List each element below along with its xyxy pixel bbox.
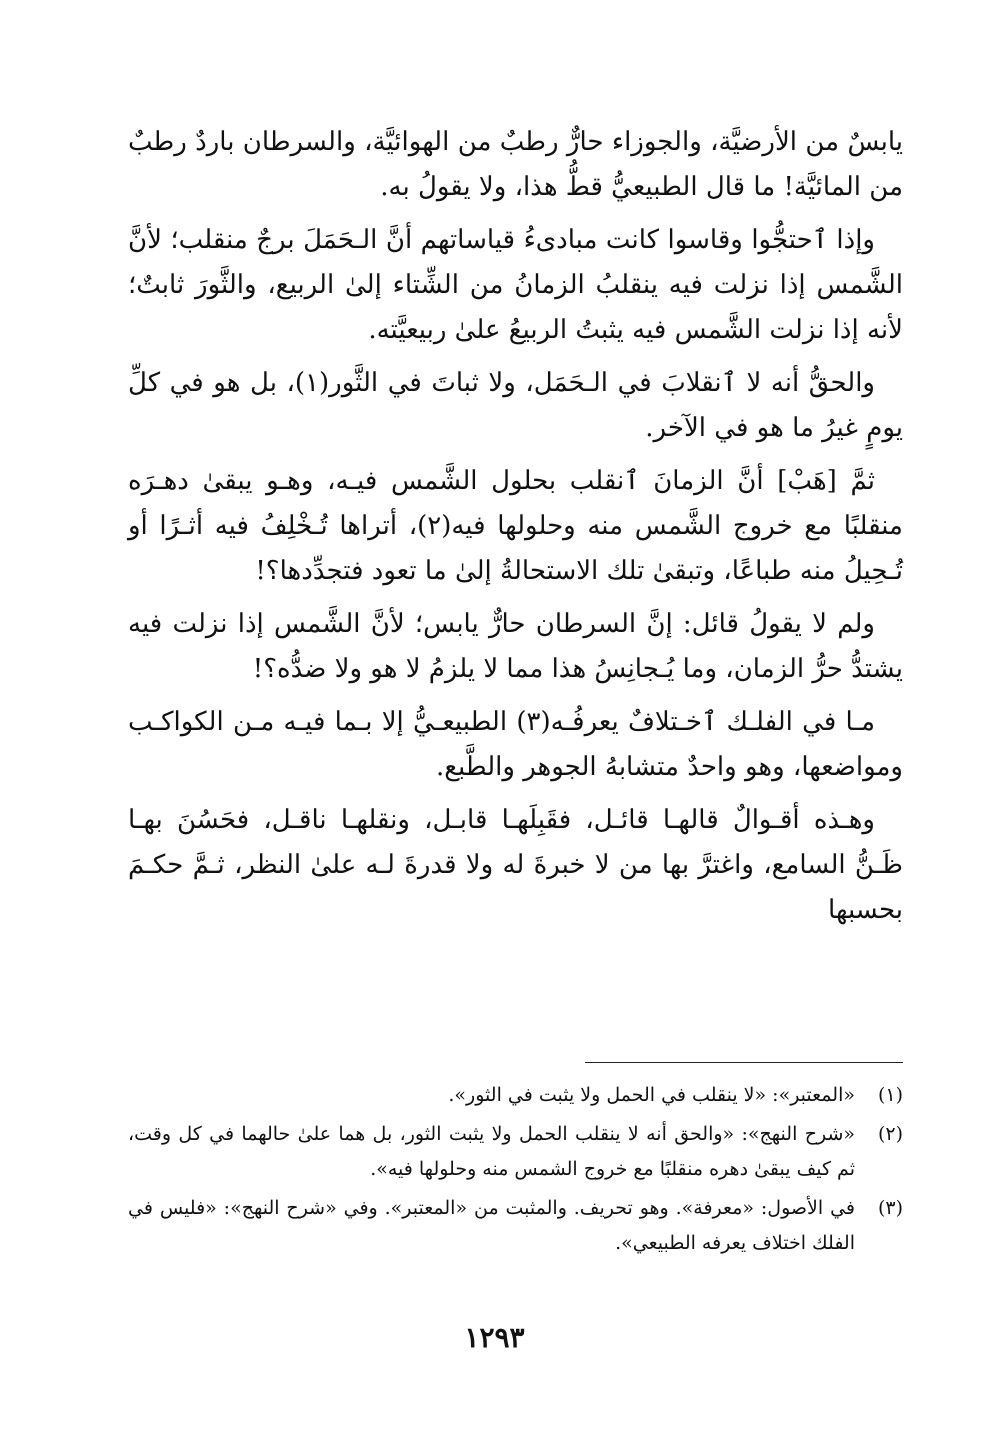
paragraph-5: ولم لا يقولُ قائل: إنَّ السرطان حارٌّ يابس؛ لأنَّ الشَّمس إذا نزلت فيه يشتدُّ حرُّ الزمان، وما يُـجانِسُ هذا مما لا يلزمُ لا هو ولا ضدُّه؟! <box>128 609 903 684</box>
footnotes <box>128 1078 903 1265</box>
paragraph-7: وهـذه أقـوالٌ قالهـا قائـل، فقَبِلَهـا قابـل، ونقلهـا ناقـل، فحَسُنَ بهـا ظَـنُّ السامع، واغترَّ بها من لا خبرةَ له ولا قدرةَ لـه علىٰ النظر، ثـمَّ حكـمَ بحسبها <box>128 805 903 925</box>
paragraph-6: مـا في الفلـك ٱخـتلافٌ يعرفُـه(٣) الطبيعـيُّ إلا بـما فيـه مـن الكواكـب ومواضعها، وهو واحدٌ متشابهُ الجوهر والطَّبع. <box>128 707 903 782</box>
footnote-number: (٣) <box>877 1197 903 1219</box>
footnote-text: «شرح النهج»: «والحق أنه لا ينقلب الحمل ولا يثبت الثور، بل هما علىٰ حالهما في كل وقت، ثم كيف يبقىٰ دهره منقلبًا مع خروج الشمس منه وحلولها فيه». <box>128 1123 855 1180</box>
page-number: ١٢٩٣ <box>464 1321 525 1354</box>
footnote-text: «المعتبر»: «لا ينقلب في الحمل ولا يثبت في الثور». <box>448 1084 855 1106</box>
paragraph-4: ثمَّ [هَبْ] أنَّ الزمانَ ٱنقلب بحلول الشَّمس فيـه، وهـو يبقىٰ دهـرَه منقلبًا مع خروج الشَّمس منه وحلولها فيه(٢)، أتراها تُـخْلِفُ فيه أثـرًا أو تُـحِيلُ منه طباعًا، وتبقىٰ تلك الاستحالةُ إلىٰ ما تعود فتجدِّدها؟! <box>128 466 903 586</box>
footnote-text: في الأصول: «معرفة». وهو تحريف. والمثبت من «المعتبر». وفي «شرح النهج»: «فليس في الفلك اختلاف يعرفه الطبيعي». <box>128 1197 855 1254</box>
footnote-2 <box>128 1117 903 1187</box>
paragraph-1: يابسٌ من الأرضيَّة، والجوزاء حارٌّ رطبٌ من الهوائيَّة، والسرطان باردٌ رطبٌ من المائيَّة! ما قال الطبيعيُّ قطُّ هذا، ولا يقولُ به. <box>128 127 903 202</box>
footnote-3 <box>128 1191 903 1261</box>
footnote-1 <box>128 1078 903 1113</box>
paragraph-3: والحقُّ أنه لا ٱنقلابَ في الـحَمَل، ولا ثباتَ في الثَّور(١)، بل هو في كلِّ يومٍ غيرُ ما هو في الآخر. <box>128 368 903 443</box>
paragraph-2: وإذا ٱحتجُّوا وقاسوا كانت مبادىءُ قياساتهم أنَّ الـحَمَلَ برجٌ منقلب؛ لأنَّ الشَّمس إذا نزلت فيه ينقلبُ الزمانُ من الشِّتاء إلىٰ الربيع، والثَّورَ ثابتٌ؛ لأنه إذا نزلت الشَّمس فيه يثبتُ الربيعُ علىٰ ربيعيَّته. <box>128 225 903 345</box>
footnote-number: (١) <box>877 1084 903 1106</box>
footnote-separator <box>585 1062 903 1063</box>
main-text <box>128 120 903 941</box>
footnote-number: (٢) <box>877 1123 903 1145</box>
